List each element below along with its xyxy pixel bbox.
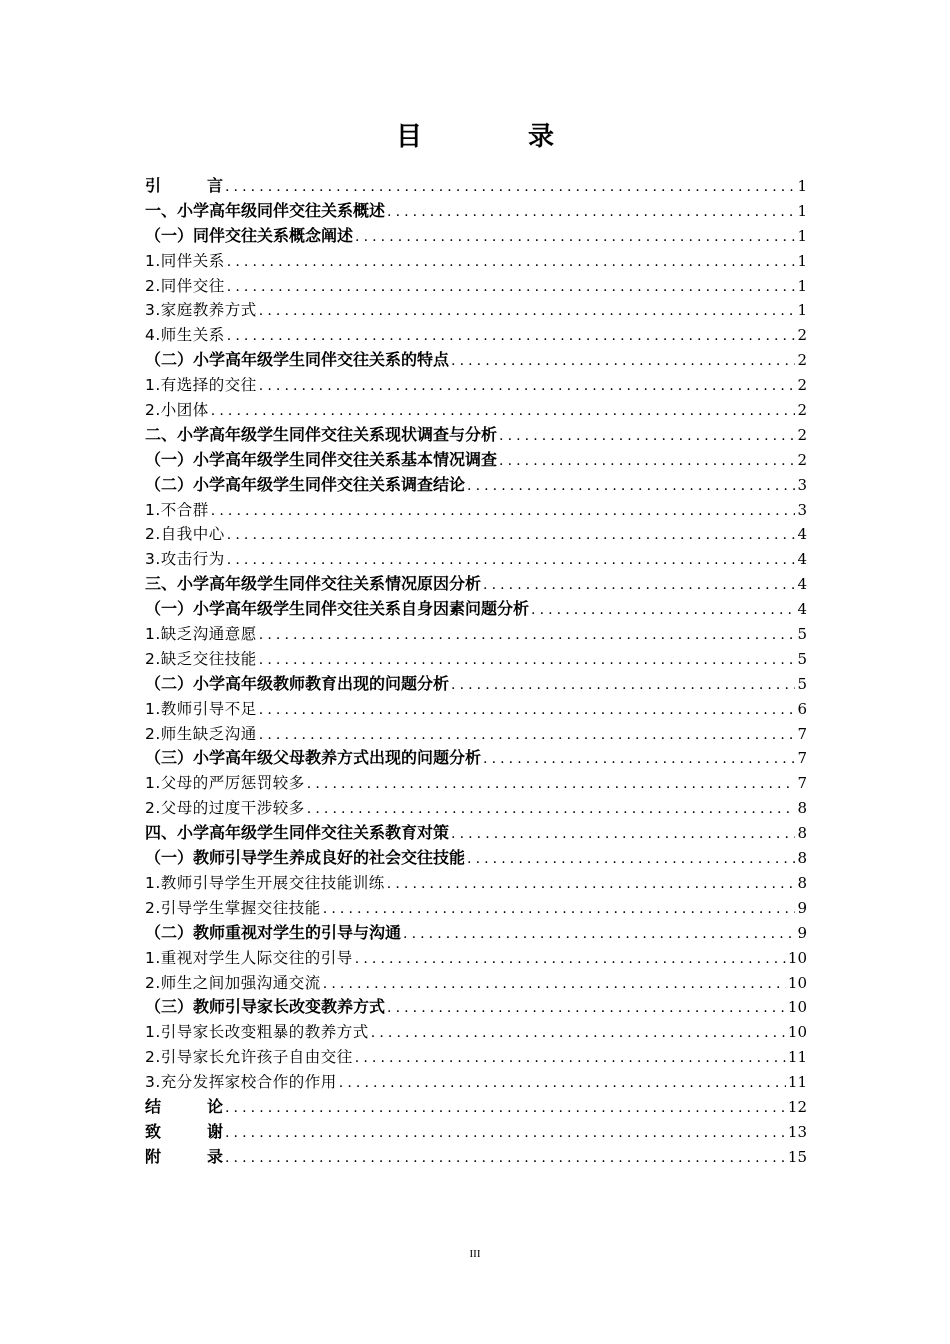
toc-entry[interactable] bbox=[145, 971, 807, 996]
toc-leader-dots bbox=[499, 424, 795, 449]
toc-entry[interactable] bbox=[145, 373, 807, 398]
toc-entry-label: 2.缺乏交往技能 bbox=[145, 649, 257, 668]
toc-entry[interactable] bbox=[145, 448, 807, 473]
toc-entry-page: 5 bbox=[797, 625, 807, 644]
toc-entry[interactable] bbox=[145, 274, 807, 299]
toc-leader-dots bbox=[451, 673, 795, 698]
toc-entry-page: 1 bbox=[797, 177, 807, 195]
toc-leader-dots bbox=[323, 897, 796, 922]
toc-leader-dots bbox=[483, 747, 795, 772]
toc-entry[interactable] bbox=[145, 946, 807, 971]
toc-entry-label: 致 谢 bbox=[145, 1121, 223, 1141]
toc-entry-page: 9 bbox=[797, 898, 807, 917]
toc-entry-label: （一）教师引导学生养成良好的社会交往技能 bbox=[145, 848, 466, 868]
toc-entry-label: 附 录 bbox=[145, 1146, 223, 1166]
toc-entry[interactable] bbox=[145, 846, 807, 871]
toc-entry-label: 2.自我中心 bbox=[145, 525, 225, 544]
page-title: 目 录 bbox=[395, 122, 594, 152]
toc-entry-label: 1.教师引导不足 bbox=[145, 699, 257, 718]
toc-entry-page: 13 bbox=[787, 1122, 807, 1141]
toc-entry-label: 四、小学高年级学生同伴交往关系教育对策 bbox=[145, 823, 450, 843]
toc-entry-label: 引 言 bbox=[145, 176, 223, 195]
toc-entry-page: 4 bbox=[797, 575, 807, 594]
toc-entry[interactable] bbox=[145, 423, 807, 448]
toc-entry-label: （二）小学高年级教师教育出现的问题分析 bbox=[145, 673, 450, 693]
toc-entry-label: 结 论 bbox=[145, 1096, 223, 1116]
toc-leader-dots bbox=[259, 374, 796, 399]
toc-entry-page: 7 bbox=[797, 749, 807, 768]
toc-entry-label: 2.师生缺乏沟通 bbox=[145, 724, 257, 743]
toc-leader-dots bbox=[467, 847, 795, 872]
toc-leader-dots bbox=[323, 972, 786, 997]
toc-leader-dots bbox=[227, 275, 796, 300]
toc-leader-dots bbox=[259, 723, 796, 748]
toc-entry-label: 1.教师引导学生开展交往技能训练 bbox=[145, 873, 385, 892]
toc-leader-dots bbox=[259, 648, 796, 673]
toc-entry[interactable] bbox=[145, 1145, 807, 1170]
toc-entry[interactable] bbox=[145, 298, 807, 323]
toc-leader-dots bbox=[467, 474, 795, 499]
toc-entry-page: 1 bbox=[797, 226, 807, 245]
toc-entry-label: 2.同伴交往 bbox=[145, 276, 225, 295]
toc-entry-page: 11 bbox=[787, 1073, 807, 1092]
toc-entry[interactable] bbox=[145, 871, 807, 896]
toc-leader-dots bbox=[387, 200, 795, 225]
toc-entry-page: 2 bbox=[797, 376, 807, 395]
page-number: III bbox=[469, 1248, 481, 1260]
toc-entry-page: 6 bbox=[797, 699, 807, 718]
toc-entry-label: 2.引导家长允许孩子自由交往 bbox=[145, 1048, 353, 1067]
toc-leader-dots bbox=[259, 623, 796, 648]
toc-entry[interactable] bbox=[145, 622, 807, 647]
toc-entry-label: 1.重视对学生人际交往的引导 bbox=[145, 948, 353, 967]
toc-entry-page: 8 bbox=[797, 873, 807, 892]
toc-entry-label: 1.父母的严厉惩罚较多 bbox=[145, 774, 305, 793]
toc-leader-dots bbox=[339, 1071, 786, 1096]
toc-entry-label: 3.家庭教养方式 bbox=[145, 301, 257, 320]
toc-entry-page: 4 bbox=[797, 525, 807, 544]
toc-leader-dots bbox=[451, 349, 795, 374]
toc-entry[interactable] bbox=[145, 672, 807, 697]
toc-entry[interactable] bbox=[145, 896, 807, 921]
toc-leader-dots bbox=[259, 299, 796, 324]
toc-entry-label: 4.师生关系 bbox=[145, 326, 225, 345]
toc-leader-dots bbox=[225, 175, 795, 200]
toc-leader-dots bbox=[387, 872, 796, 897]
toc-entry[interactable] bbox=[145, 995, 807, 1020]
toc-entry-label: 1.不合群 bbox=[145, 500, 209, 519]
toc-entry[interactable] bbox=[145, 199, 807, 224]
toc-leader-dots bbox=[227, 324, 796, 349]
toc-leader-dots bbox=[499, 449, 795, 474]
toc-entry[interactable] bbox=[145, 398, 807, 423]
toc-entry-label: （二）小学高年级学生同伴交往关系的特点 bbox=[145, 350, 450, 370]
toc-entry-label: （一）小学高年级学生同伴交往关系自身因素问题分析 bbox=[145, 599, 530, 619]
table-of-contents bbox=[145, 174, 807, 1170]
toc-entry-label: 1.有选择的交往 bbox=[145, 376, 257, 395]
toc-entry-page: 2 bbox=[797, 351, 807, 370]
toc-entry-page: 8 bbox=[797, 824, 807, 843]
toc-entry[interactable] bbox=[145, 473, 807, 498]
toc-leader-dots bbox=[307, 797, 796, 822]
toc-leader-dots bbox=[355, 1046, 786, 1071]
toc-entry[interactable] bbox=[145, 1045, 807, 1070]
toc-entry-label: 2.引导学生掌握交往技能 bbox=[145, 898, 321, 917]
toc-entry-label: （一）同伴交往关系概念阐述 bbox=[145, 225, 354, 245]
toc-entry[interactable] bbox=[145, 348, 807, 373]
toc-entry-page: 8 bbox=[797, 799, 807, 818]
toc-leader-dots bbox=[483, 573, 795, 598]
toc-entry-label: 一、小学高年级同伴交往关系概述 bbox=[145, 200, 386, 220]
toc-leader-dots bbox=[211, 399, 796, 424]
toc-entry-label: 2.父母的过度干涉较多 bbox=[145, 799, 305, 818]
toc-entry[interactable] bbox=[145, 722, 807, 747]
toc-entry-label: 2.师生之间加强沟通交流 bbox=[145, 973, 321, 992]
toc-entry-page: 1 bbox=[797, 276, 807, 295]
toc-entry-page: 10 bbox=[787, 948, 807, 967]
toc-entry-page: 4 bbox=[797, 550, 807, 569]
toc-leader-dots bbox=[355, 225, 795, 250]
toc-leader-dots bbox=[225, 1121, 786, 1146]
toc-leader-dots bbox=[259, 698, 796, 723]
toc-entry[interactable] bbox=[145, 1095, 807, 1120]
toc-leader-dots bbox=[451, 822, 795, 847]
toc-entry-page: 9 bbox=[797, 923, 807, 942]
toc-entry-page: 7 bbox=[797, 774, 807, 793]
toc-entry-label: （一）小学高年级学生同伴交往关系基本情况调查 bbox=[145, 449, 498, 469]
toc-entry-label: （二）小学高年级学生同伴交往关系调查结论 bbox=[145, 474, 466, 494]
toc-leader-dots bbox=[355, 947, 786, 972]
toc-entry-page: 1 bbox=[797, 301, 807, 320]
toc-entry[interactable] bbox=[145, 821, 807, 846]
toc-leader-dots bbox=[371, 1021, 786, 1046]
toc-entry-label: 三、小学高年级学生同伴交往关系情况原因分析 bbox=[145, 574, 482, 594]
toc-entry[interactable] bbox=[145, 323, 807, 348]
toc-entry-page: 2 bbox=[797, 450, 807, 469]
toc-entry-page: 12 bbox=[787, 1097, 807, 1116]
toc-entry-label: （二）教师重视对学生的引导与沟通 bbox=[145, 922, 402, 942]
toc-leader-dots bbox=[531, 598, 795, 623]
toc-entry[interactable] bbox=[145, 224, 807, 249]
toc-leader-dots bbox=[225, 1146, 786, 1171]
toc-entry-page: 5 bbox=[797, 649, 807, 668]
toc-entry-page: 4 bbox=[797, 600, 807, 619]
toc-leader-dots bbox=[227, 523, 796, 548]
toc-entry-label: 1.缺乏沟通意愿 bbox=[145, 625, 257, 644]
toc-entry-page: 3 bbox=[797, 500, 807, 519]
toc-entry-page: 2 bbox=[797, 401, 807, 420]
toc-entry-page: 1 bbox=[797, 251, 807, 270]
toc-entry[interactable] bbox=[145, 249, 807, 274]
toc-entry-page: 1 bbox=[797, 201, 807, 220]
toc-leader-dots bbox=[227, 250, 796, 275]
toc-entry[interactable] bbox=[145, 647, 807, 672]
toc-entry-page: 15 bbox=[787, 1147, 807, 1166]
toc-entry-page: 5 bbox=[797, 674, 807, 693]
toc-entry-label: 2.小团体 bbox=[145, 401, 209, 420]
toc-entry[interactable] bbox=[145, 1070, 807, 1095]
toc-entry[interactable] bbox=[145, 498, 807, 523]
toc-entry[interactable] bbox=[145, 522, 807, 547]
toc-entry[interactable] bbox=[145, 796, 807, 821]
toc-leader-dots bbox=[403, 922, 795, 947]
toc-entry-label: 1.同伴关系 bbox=[145, 251, 225, 270]
toc-entry-label: 3.攻击行为 bbox=[145, 550, 225, 569]
toc-entry[interactable] bbox=[145, 547, 807, 572]
toc-entry-label: 3.充分发挥家校合作的作用 bbox=[145, 1073, 337, 1092]
toc-leader-dots bbox=[227, 548, 796, 573]
toc-entry-label: 1.引导家长改变粗暴的教养方式 bbox=[145, 1023, 369, 1042]
toc-entry-page: 11 bbox=[787, 1048, 807, 1067]
toc-leader-dots bbox=[225, 1096, 786, 1121]
toc-leader-dots bbox=[211, 499, 796, 524]
toc-entry[interactable] bbox=[145, 697, 807, 722]
toc-entry-page: 3 bbox=[797, 475, 807, 494]
toc-entry[interactable] bbox=[145, 771, 807, 796]
toc-leader-dots bbox=[307, 772, 796, 797]
toc-entry[interactable] bbox=[145, 1120, 807, 1145]
toc-entry-page: 10 bbox=[787, 973, 807, 992]
toc-entry-page: 10 bbox=[787, 1023, 807, 1042]
toc-leader-dots bbox=[387, 996, 786, 1021]
toc-entry[interactable] bbox=[145, 597, 807, 622]
toc-entry-page: 2 bbox=[797, 425, 807, 444]
toc-entry[interactable] bbox=[145, 572, 807, 597]
toc-entry-page: 10 bbox=[787, 998, 807, 1017]
toc-entry-page: 2 bbox=[797, 326, 807, 345]
toc-entry[interactable] bbox=[145, 746, 807, 771]
toc-entry-label: （三）教师引导家长改变教养方式 bbox=[145, 997, 386, 1017]
toc-entry-label: （三）小学高年级父母教养方式出现的问题分析 bbox=[145, 748, 482, 768]
toc-entry-page: 7 bbox=[797, 724, 807, 743]
toc-entry-label: 二、小学高年级学生同伴交往关系现状调查与分析 bbox=[145, 424, 498, 444]
toc-entry[interactable] bbox=[145, 921, 807, 946]
toc-entry-page: 8 bbox=[797, 849, 807, 868]
toc-entry[interactable] bbox=[145, 1020, 807, 1045]
toc-entry[interactable] bbox=[145, 174, 807, 199]
